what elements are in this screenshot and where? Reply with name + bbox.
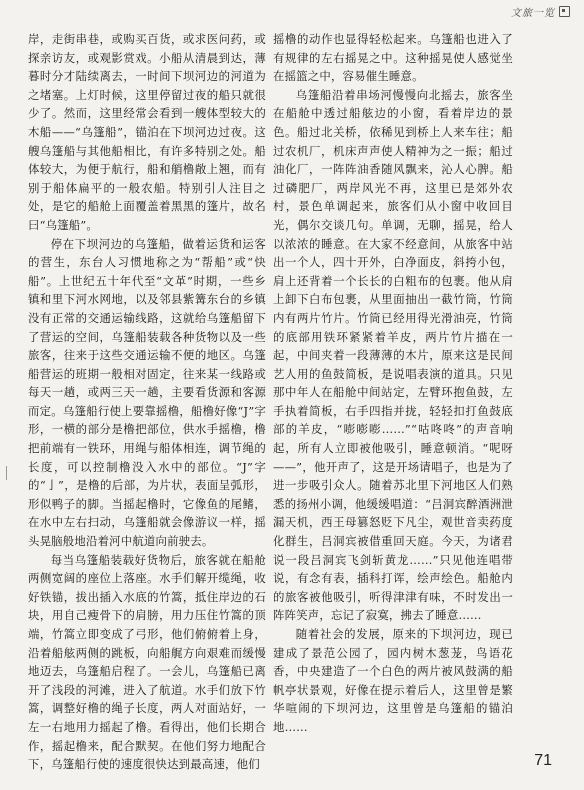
paragraph: 乌篷船沿着串场河慢慢向北摇去，旅客坐在船舱中透过船舷边的小窗，看着岸边的景色。船过北关桥，依稀见到桥上人来车往；船过农机厂，机床声声使人精神为之一振；船过油化厂，一阵阵油香随风飘来，沁人心脾。船过磷肥厂，两岸风光不再，这里已是郊外农村，景色单调起来，旅客们从小窗中收回目光，偶尔交谈几句。单调，无聊，摇晃，给人以浓浓的睡意。在大家不经意间，从旅客中站出一个人，四十开外，白净面皮，斜挎小包，肩上还背着一个长长的白粗布的包裹。他从肩上卸下白布包裹，从里面抽出一截竹筒，竹筒内有两片竹片。竹筒已经用得光滑油亮，竹筒的底部用铁环紧紧着羊皮，两片竹片描在一起，中间夹着一段薄薄的木片，原来这是民间艺人用的鱼鼓简板，是说唱表演的道具。只见那中年人在船舱中间站定，左臂环抱鱼鼓，左手执着简板，右手四指并拢，轻轻扣打鱼鼓底部的羊皮，“嘭嘭嘭……”“咕咚咚”的声音响起，所有人立即被他吸引，睡意顿消。“呢呀——”，他开声了，这是开场请唱子，也是为了进一步吸引众人。随着苏北里下河地区人们熟悉的扬州小调，他缓缓唱道：“吕洞宾醉酒洲泄漏天机，西王母篡怒贬下凡尘，观世音卖药度化群生，吕洞宾被借重回天庭。今天，为诸君说一段吕洞宾飞剑斩黄龙……”只见他连唱带说，有念有表，插科打诨，绘声绘色。船舱内的旅客被他吸引，听得津津有味，不时发出一阵阵笑声，忘记了寂寞，拂去了睡意…… — [273, 87, 513, 623]
margin-mark — [6, 466, 15, 480]
page-number: 71 — [534, 752, 552, 769]
paragraph: 随着社会的发展，原来的下坝河边，现已建成了景范公园了，园内树木葱茏，鸟语花香，中央建造了一个白色的两片被风鼓满的船帆亭状景观，好像在提示着后人，这里曾是繁华喧闹的下坝河边，这里曾是乌篷船的锚泊地…… — [273, 627, 513, 734]
paragraph: 每当乌篷船装载好货物后，旅客就在船舱两侧宽阔的座位上落座。水手们解开缆绳，收好铁锚，拔出插入水底的竹篙，抵住岸边的石块，用自己瘦骨下的肩膀，用力压住竹篙的顶端，竹篙立即变成了弓形，他们俯俯着上身，沿着船舷两侧的跳板，向船艉方向艰难而缓慢地迈去，乌篷船启程了。一会儿，乌篷船已离开了浅段的河滩，进入了航道。水手们放下竹篙，调整好橹的绳子长度，两人对面站好，一左一右地用力摇起了橹。看得出，他们长期合作，摇起橹来，配合默契。在他们努力地配合下，乌篷船行使的速度很快达到最高速，他们 — [28, 552, 266, 772]
paragraph: 岸，走街串巷，或购买百货，或求医问药，或探亲访友，或观影赏戏。小船从清晨到达，薄暮时分才陆续离去，一时间下坝河边的河道为之堵塞。上灯时候，这里停留过夜的船只就很少了。然而，这里经常会看到一艘体型较大的木船——“乌篷船”，锚泊在下坝河边过夜。这艘乌篷船与其他船相比，有许多特别之处。船体较大，为便于航行，船和艄橹敞上翘，而有别于船体扁平的一般农船。特别引人注目之处，是它的船舱上面覆盖着黑黑的篷片，故名曰“乌篷船”。 — [28, 32, 266, 232]
brand-seal-icon — [559, 6, 570, 17]
paragraph: 停在下坝河边的乌篷船，做着运货和运客的营生，东台人习惯地称之为“帮船”或“快船”。上世纪五十年代至“文革”时期，一些乡镇和里下河水网地，以及邻县紫篝东台的乡镇没有正常的交通运输线路，这就给乌篷船留下了营运的空间，乌篷船装载各种货物以及一些旅客，往来于这些交通运输不便的地区。乌篷船营运的班期一般相对固定，往来某一线路或每天一趟，或两三天一趟，主要看货源和客源而定。乌篷船行使上要靠摇橹，船橹好像“J”字形，一横的部分是橹把部位，供水手摇橹，橹把前端有一铁环，用绳与船体相连，调节绳的长度，可以控制橹没入水中的部位。“J”字的“亅”，是橹的后部，为片状，表面呈弧形，形似鸭子的脚。当摇起橹时，它像鱼的尾鳍，在水中左右扫动，乌篷船就会像游议一样，摇头晃脑般地沿着河中航道向前驶去。 — [28, 236, 266, 549]
brand-text: 文旅一览 — [511, 8, 555, 19]
header-brand — [511, 4, 570, 19]
left-column — [28, 30, 266, 774]
right-column — [273, 30, 513, 737]
paragraph: 摇橹的动作也显得轻松起来。乌篷船也进入了有规律的左右摇晃之中。这种摇晃使人感觉坐在摇篮之中，容易催生睡意。 — [273, 32, 513, 84]
